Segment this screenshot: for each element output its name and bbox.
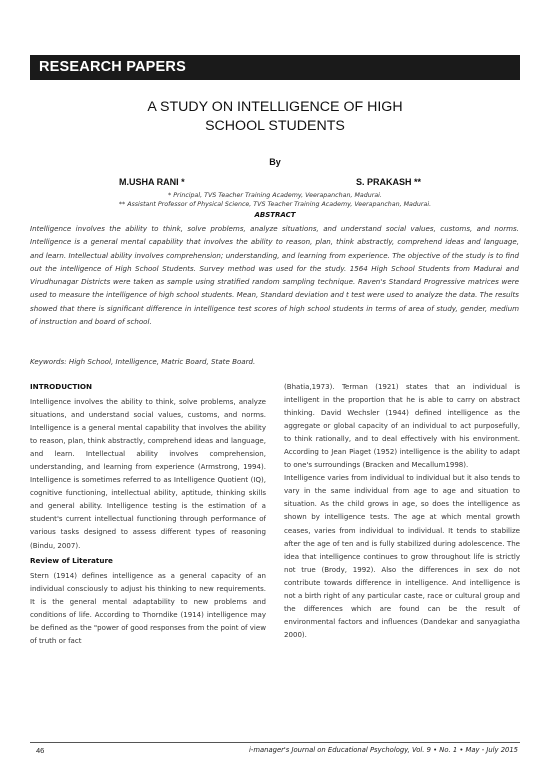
section-banner: RESEARCH PAPERS bbox=[30, 55, 520, 80]
affiliation-2: ** Assistant Professor of Physical Science, TVS Teacher Training Academy, Veerapanchan, Madurai. bbox=[118, 201, 432, 208]
introduction-text: Intelligence involves the ability to think, solve problems, analyze situations, and understand social values, customs, and norms. Intelligence is a general mental capability that involves the ability to reason, plan, think abstractly, comprehend ideas and language, and learn. Intellectual ability involves comprehension, understanding, and learning from experience (Armstrong, 1994). Intelligence is sometimes referred to as Intelligence Quotient (IQ), cognitive functioning, intellectual ability, aptitude, thinking skills and general ability. Intelligence testing is the estimation of a student's current intellectual functioning through performance of various tasks designed to assess different types of reasoning (Bindu, 2007). bbox=[30, 397, 266, 550]
right-paragraph-2: Intelligence varies from individual to individual but it also tends to vary in the same individual from age to age and situation to situation. As the child grows in age, so does the intelligence as shown by intelligence tests. The age at which mental growth ceases, varies from individual to individual. It tends to stabilize after the age of ten and is fully stabilized during adolescence. The idea that intelligence continues to grow throughout life is strictly not true (Brody, 1992). Also the differences in sex do not contribute towards difference in intelligence. And intelligence is not a birth right of any particular caste, race or cultural group and the differences which are found can be the result of environmental factors and influences (Dandekar and sanyagiatha 2000). bbox=[284, 473, 520, 639]
by-label: By bbox=[269, 157, 281, 167]
title-line-1: A STUDY ON INTELLIGENCE OF HIGH bbox=[147, 99, 403, 115]
title-line-2: SCHOOL STUDENTS bbox=[205, 118, 345, 134]
abstract-text: Intelligence involves the ability to think, solve problems, analyze situations, and understand social values, customs, and norms. Intelligence is a general mental capability that involves the ability to reason, plan, think abstractly, comprehend ideas and language, and learn. Intellectual ability involves comprehension; understanding, and learning from experience. The objective of the study is to find out the intelligence of High School Students. Survey method was used for the study. 1564 High School Students from Madurai and Virudhunagar Districts were taken as sample using stratified random sampling technique. Raven's Standard Progressive matrices were used to measure the intelligence of high school students. Mean, Standard deviation and t test were used to analyze the data. The results showed that there is significant difference in intelligence test scores of high school students in terms of area of study, gender, medium of instruction and board of school. bbox=[30, 224, 519, 327]
introduction-heading: INTRODUCTION bbox=[30, 382, 93, 391]
abstract-heading: ABSTRACT bbox=[254, 211, 296, 219]
keywords: Keywords: High School, Intelligence, Matric Board, State Board. bbox=[30, 357, 256, 366]
affiliation-1: * Principal, TVS Teacher Training Academy, Veerapanchan, Madurai. bbox=[168, 192, 382, 199]
paper-title bbox=[30, 98, 520, 136]
left-column bbox=[30, 380, 266, 647]
right-paragraph-1: (Bhatia,1973). Terman (1921) states that an individual is intelligent in the proportion that he is able to carry on abstract thinking. David Wechsler (1944) defined intelligence as the aggregate or global capacity of an individual to act purposefully, to think rationally, and to deal effectively with his environment. According to Jean Piaget (1952) intelligence is the ability to adapt to one's surroundings (Bracken and Mecallum1998). bbox=[284, 382, 520, 470]
review-heading: Review of Literature bbox=[30, 555, 113, 565]
page-number: 46 bbox=[36, 746, 45, 755]
review-text: Stern (1914) defines intelligence as a general capacity of an individual consciously to adjust his thinking to new requirements. It is the general mental adaptability to new problems and conditions of life. According to Thorndike (1914) intelligence may be defined as the "power of good responses from the point of view of truth or fact bbox=[30, 570, 266, 645]
right-column bbox=[284, 380, 520, 641]
footer-divider bbox=[30, 742, 520, 743]
author-1: M.USHA RANI * bbox=[119, 177, 185, 187]
author-2: S. PRAKASH ** bbox=[356, 177, 422, 187]
journal-citation: i-manager's Journal on Educational Psychology, Vol. 9 • No. 1 • May - July 2015 bbox=[249, 746, 518, 754]
